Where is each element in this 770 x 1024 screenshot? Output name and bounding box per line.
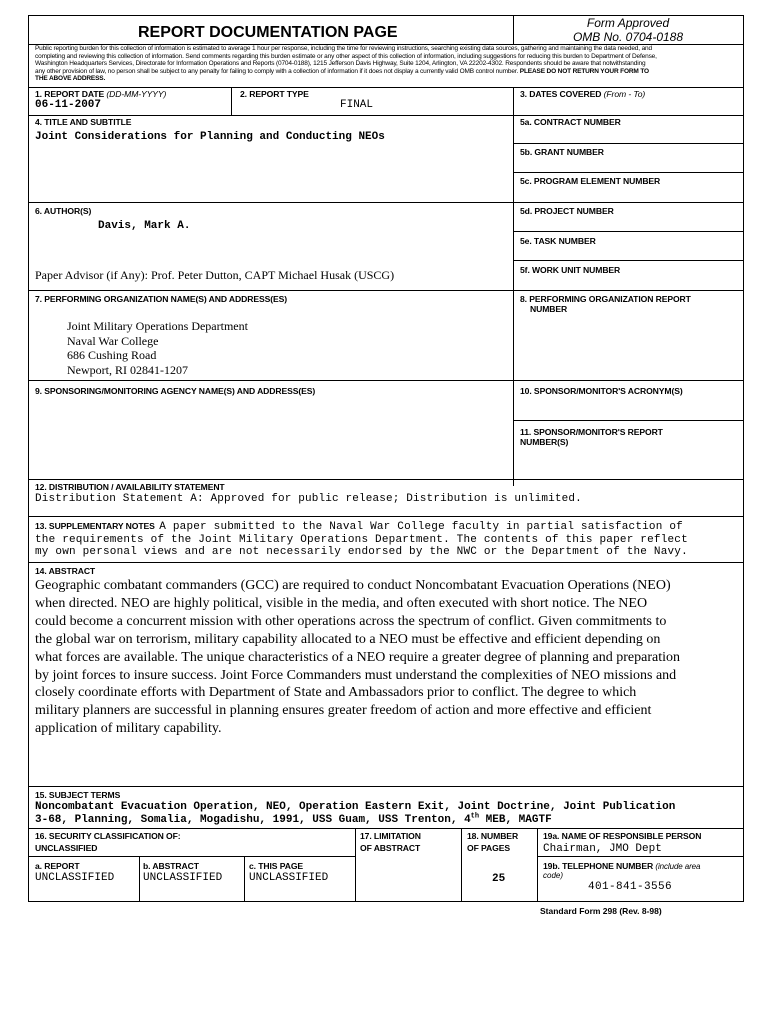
authors-label: 6. AUTHOR(S) <box>35 206 92 216</box>
divider <box>28 115 744 116</box>
divider <box>537 828 538 902</box>
abstract-line: application of military capability. <box>35 721 222 737</box>
limitation-label: 17. LIMITATION OF ABSTRACT <box>360 831 421 853</box>
performing-org-label: 7. PERFORMING ORGANIZATION NAME(S) AND ADDRESS(ES) <box>35 294 288 304</box>
sponsor-acronym-label: 10. SPONSOR/MONITOR'S ACRONYM(S) <box>520 386 683 396</box>
abstract-line: by joint forces to insure success. Joint Force Commanders must understand the complexities of NEO missions and <box>35 667 677 683</box>
telephone-value[interactable]: 401-841-3556 <box>588 881 673 893</box>
omb-number: OMB No. 0704-0188 <box>572 30 684 44</box>
abstract-class-label: b. ABSTRACT <box>143 861 199 871</box>
subject-line: Noncombatant Evacuation Operation, NEO, Operation Eastern Exit, Joint Doctrine, Joint Publication <box>35 801 676 813</box>
divider <box>537 856 744 857</box>
burden-line: Public reporting burden for this collection of information is estimated to average 1 hour per response, including the time for reviewing instructions, searching existing data sources, gathering and maintaining the data needed, and <box>35 45 652 52</box>
title-label: 4. TITLE AND SUBTITLE <box>35 117 132 127</box>
supplementary-line: the requirements of the Joint Military Operations Department. The contents of this paper reflect <box>35 533 688 546</box>
abstract-label: 14. ABSTRACT <box>35 566 96 576</box>
divider <box>355 828 356 902</box>
report-date-label: 1. REPORT DATE (DD-MM-YYYY) <box>35 89 167 99</box>
sponsoring-agency-label: 9. SPONSORING/MONITORING AGENCY NAME(S) AND ADDRESS(ES) <box>35 386 316 396</box>
page-class-value[interactable]: UNCLASSIFIED <box>249 872 329 884</box>
sponsor-report-label: 11. SPONSOR/MONITOR'S REPORT NUMBER(S) <box>520 427 663 447</box>
divider <box>28 290 744 291</box>
divider <box>28 828 744 829</box>
form-frame <box>28 15 744 902</box>
address-line: Naval War College <box>67 333 159 348</box>
divider <box>244 856 245 902</box>
divider <box>28 516 744 517</box>
supplementary-label: 13. SUPPLEMENTARY NOTES <box>35 521 155 531</box>
subject-terms[interactable] <box>35 801 675 827</box>
abstract-class-value[interactable]: UNCLASSIFIED <box>143 872 223 884</box>
responsible-person-value[interactable]: Chairman, JMO Dept <box>543 843 662 855</box>
program-element-label: 5c. PROGRAM ELEMENT NUMBER <box>520 176 661 186</box>
abstract-line: the global war on terrorism, military capability allocated to a NEO must be effective and efficient depending on <box>35 631 661 647</box>
form-footer: Standard Form 298 (Rev. 8-98) <box>540 906 662 916</box>
paper-advisor: Paper Advisor (if Any): Prof. Peter Dutton, CAPT Michael Husak (USCG) <box>35 268 395 282</box>
security-class-label: 16. SECURITY CLASSIFICATION OF: <box>35 831 181 841</box>
subject-line: 3-68, Planning, Somalia, Mogadishu, 1991, USS Guam, USS Trenton, 4th MEB, MAGTF <box>35 812 552 826</box>
subject-terms-label: 15. SUBJECT TERMS <box>35 790 121 800</box>
divider <box>28 786 744 787</box>
form-title: REPORT DOCUMENTATION PAGE <box>138 24 398 41</box>
number-of-pages-value[interactable]: 25 <box>492 873 506 885</box>
divider <box>28 856 355 857</box>
divider <box>28 479 744 480</box>
performing-report-label: 8. PERFORMING ORGANIZATION REPORT NUMBER <box>520 294 691 314</box>
divider <box>513 143 744 144</box>
report-type-value[interactable]: FINAL <box>340 99 374 111</box>
report-class-value[interactable]: UNCLASSIFIED <box>35 872 115 884</box>
abstract-line: when directed. NEO are highly political, visible in the media, and often executed with short notice. The NEO <box>35 595 648 611</box>
abstract-line: Geographic combatant commanders (GCC) are required to conduct Noncombatant Evacuation Operations (NEO) <box>35 578 671 593</box>
telephone-hint: code) <box>543 871 564 880</box>
burden-line: Washington Headquarters Services, Directorate for Information Operations and Reports (0704-0188), 1215 Jefferson Davis Highway, Suite 1204, Arlington, VA 22202-4302. Respondents should be aware that notwithstanding <box>35 60 646 68</box>
performing-org-address[interactable] <box>67 319 248 377</box>
divider <box>28 202 744 203</box>
project-number-label: 5d. PROJECT NUMBER <box>520 206 614 216</box>
divider <box>139 856 140 902</box>
task-number-label: 5e. TASK NUMBER <box>520 236 596 246</box>
divider <box>513 231 744 232</box>
divider <box>28 380 744 381</box>
divider <box>461 828 462 902</box>
address-line: 686 Cushing Road <box>67 348 157 362</box>
divider <box>513 260 744 261</box>
report-date-value[interactable]: 06-11-2007 <box>35 99 102 111</box>
burden-address-notice: THE ABOVE ADDRESS. <box>35 75 106 83</box>
supplementary-line: A paper submitted to the Naval War College faculty in partial satisfaction of <box>159 521 683 533</box>
dates-covered-label: 3. DATES COVERED (From - To) <box>520 89 646 99</box>
report-class-label: a. REPORT <box>35 861 80 871</box>
author-value[interactable]: Davis, Mark A. <box>98 220 191 232</box>
burden-notice: PLEASE DO NOT RETURN YOUR FORM TO <box>519 67 649 75</box>
abstract-text[interactable] <box>35 577 680 738</box>
title-value[interactable]: Joint Considerations for Planning and Conducting NEOs <box>35 131 385 143</box>
abstract-line: what forces are available. The unique characteristics of a NEO require a greater degree of planning and preparation <box>35 649 680 665</box>
security-class-value: UNCLASSIFIED <box>35 843 98 853</box>
abstract-line: closely coordinate efforts with Department of State and Ambassadors prior to conflict. The degree to which <box>35 685 637 701</box>
number-of-pages-label: 18. NUMBER OF PAGES <box>467 831 519 853</box>
report-type-label: 2. REPORT TYPE <box>240 89 309 99</box>
divider <box>513 87 514 486</box>
abstract-line: could become a concurrent mission with other operations across the spectrum of conflict. Given commitments to <box>35 613 667 629</box>
supplementary-line: my own personal views and are not necessarily endorsed by the NWC or the Department of the Navy. <box>35 546 688 558</box>
supplementary-notes[interactable] <box>35 519 688 559</box>
divider <box>513 172 744 173</box>
distribution-label: 12. DISTRIBUTION / AVAILABILITY STATEMENT <box>35 482 225 492</box>
grant-number-label: 5b. GRANT NUMBER <box>520 147 604 157</box>
burden-statement <box>35 45 740 83</box>
divider <box>28 562 744 563</box>
telephone-label: 19b. TELEPHONE NUMBER (include area <box>543 861 701 871</box>
divider <box>231 87 232 115</box>
divider <box>28 87 744 88</box>
burden-line: any other provision of law, no person shall be subject to any penalty for failing to comply with a collection of information if it does not display a currently valid OMB control number. <box>35 67 519 75</box>
responsible-person-label: 19a. NAME OF RESPONSIBLE PERSON <box>543 831 702 841</box>
burden-line: completing and reviewing this collection of information. Send comments regarding this burden estimate or any other aspect of this collection of information, including suggestions for reducing this burden to Department of Defense, <box>35 52 657 60</box>
page-class-label: c. THIS PAGE <box>249 861 304 871</box>
distribution-value[interactable]: Distribution Statement A: Approved for public release; Distribution is unlimited. <box>35 493 582 505</box>
address-line: Newport, RI 02841-1207 <box>67 362 188 377</box>
form-approved: Form Approved <box>586 16 670 30</box>
work-unit-label: 5f. WORK UNIT NUMBER <box>520 265 621 275</box>
address-line: Joint Military Operations Department <box>67 319 248 333</box>
abstract-line: military planners are successful in planning ensures greater freedom of action and more effective and efficient <box>35 703 652 719</box>
contract-number-label: 5a. CONTRACT NUMBER <box>520 117 621 127</box>
divider <box>513 420 744 421</box>
